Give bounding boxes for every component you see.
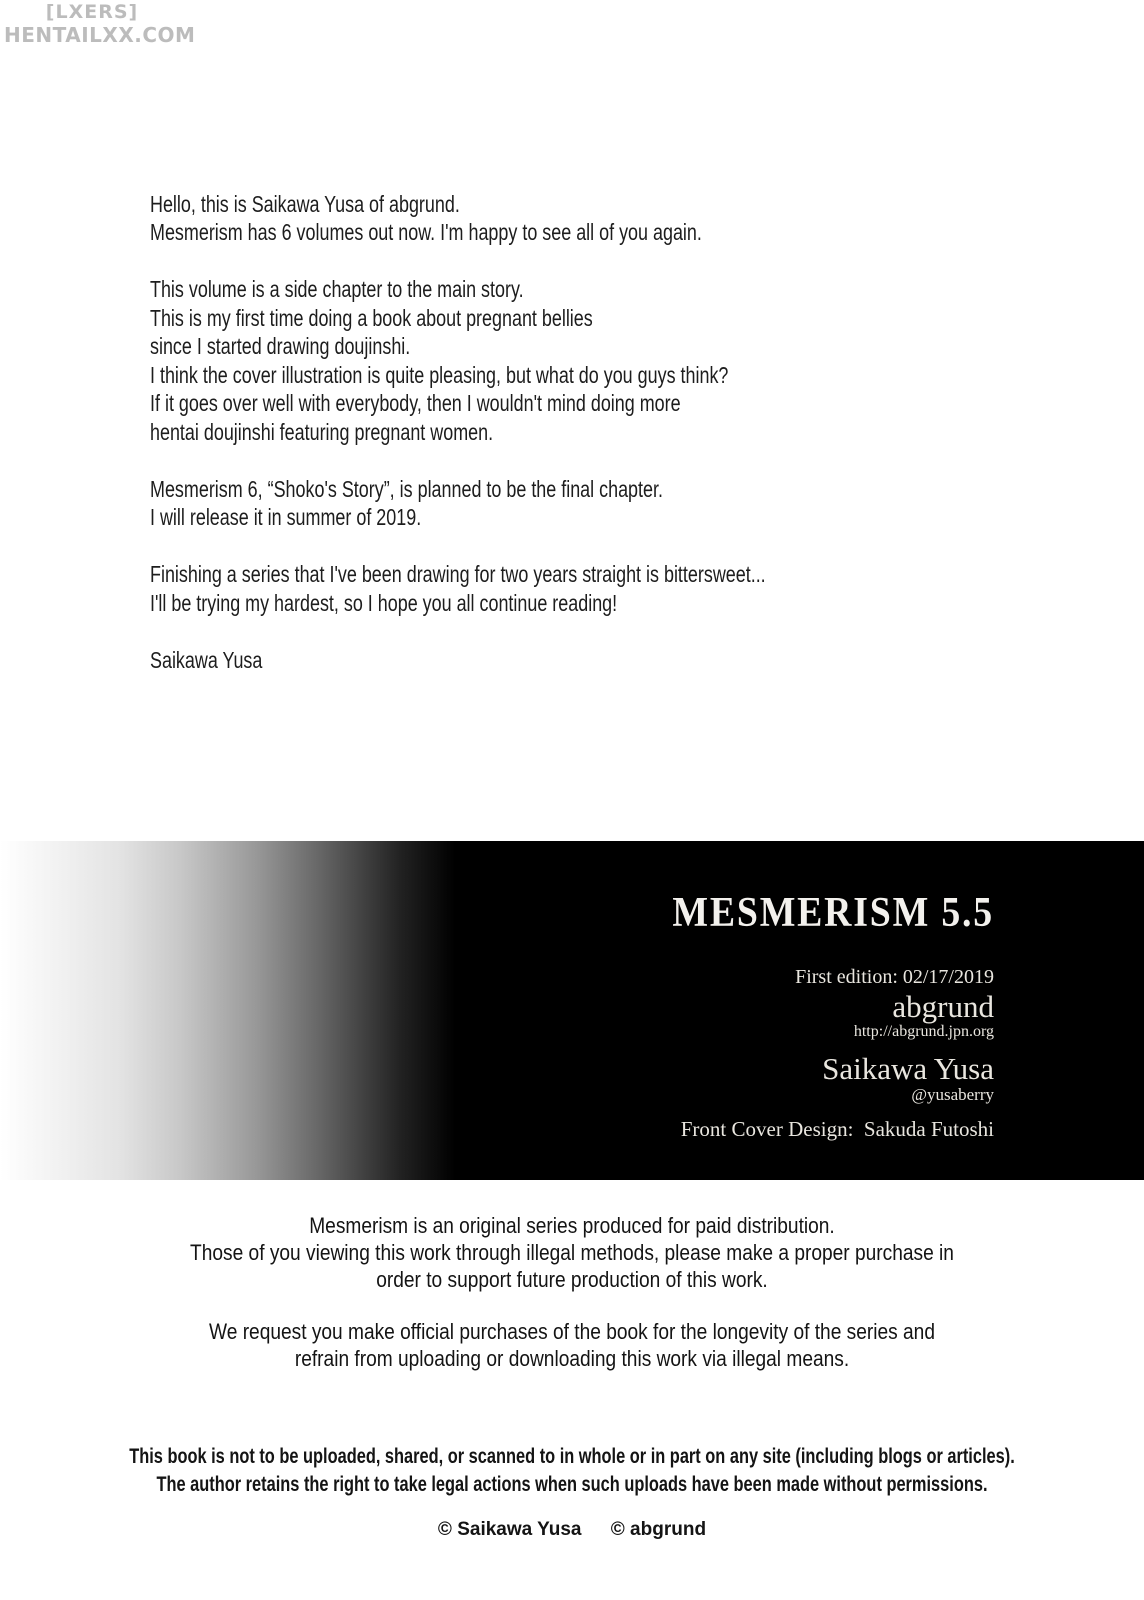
notice-line: refrain from uploading or downloading this work via illegal means. [294,1346,850,1371]
notice-line: order to support future production of this work. [376,1267,768,1292]
circle-url: http://abgrund.jpn.org [853,1023,994,1040]
afterword-line: I will release it in summer of 2019. [150,504,422,530]
afterword-line: I'll be trying my hardest, so I hope you all continue reading! [150,589,618,616]
legal-line: The author retains the right to take legal actions when such uploads have been made without permissions. [156,1473,988,1496]
afterword-line: I think the cover illustration is quite pleasing, but what do you guys think? [150,361,729,388]
author-signature: Saikawa Yusa [150,646,263,673]
copyright-line [0,1518,1144,1542]
notice-line: We request you make official purchases of the book for the longevity of the series and [209,1319,935,1344]
afterword-line: Mesmerism has 6 volumes out now. I'm happy to see all of you again. [150,219,702,245]
copyright-author: © Saikawa Yusa [437,1519,582,1540]
afterword-line: Mesmerism 6, “Shoko's Story”, is planned to be the final chapter. [150,475,663,502]
edition-date: First edition: 02/17/2019 [795,966,994,988]
watermark-tag: [LXERS] [45,1,139,23]
notice-line: Mesmerism is an original series produced for paid distribution. [309,1213,835,1238]
afterword-line: since I started drawing doujinshi. [150,333,411,359]
circle-name: abgrund [892,989,994,1024]
watermark-site: HENTAILXX.COM [4,23,196,47]
author-twitter-handle: @yusaberry [911,1085,994,1104]
colophon-banner [0,841,1144,1180]
afterword-text [150,161,766,703]
afterword-line: hentai doujinshi featuring pregnant women. [150,418,494,445]
purchase-request-notice [74,1318,1069,1372]
legal-line: This book is not to be uploaded, shared, or scanned to in whole or in part on any site (including blogs or articles). [129,1445,1015,1468]
distribution-notice [74,1212,1069,1293]
afterword-line: If it goes over well with everybody, then I wouldn't mind doing more [150,390,681,416]
afterword-line: This volume is a side chapter to the main story. [150,276,524,302]
author-name: Saikawa Yusa [822,1051,994,1086]
afterword-line: Hello, this is Saikawa Yusa of abgrund. [150,190,460,217]
cover-design-credit: Front Cover Design: Sakuda Futoshi [680,1117,994,1141]
scanner-watermark [4,1,196,47]
copyright-circle: © abgrund [610,1519,707,1540]
notice-line: Those of you viewing this work through illegal methods, please make a proper purchase in [190,1240,954,1265]
afterword-line: This is my first time doing a book about pregnant bellies [150,304,593,331]
book-title: MESMERISM 5.5 [672,890,994,936]
legal-warning [126,1443,1018,1499]
afterword-line: Finishing a series that I've been drawing for two years straight is bittersweet... [150,561,766,587]
